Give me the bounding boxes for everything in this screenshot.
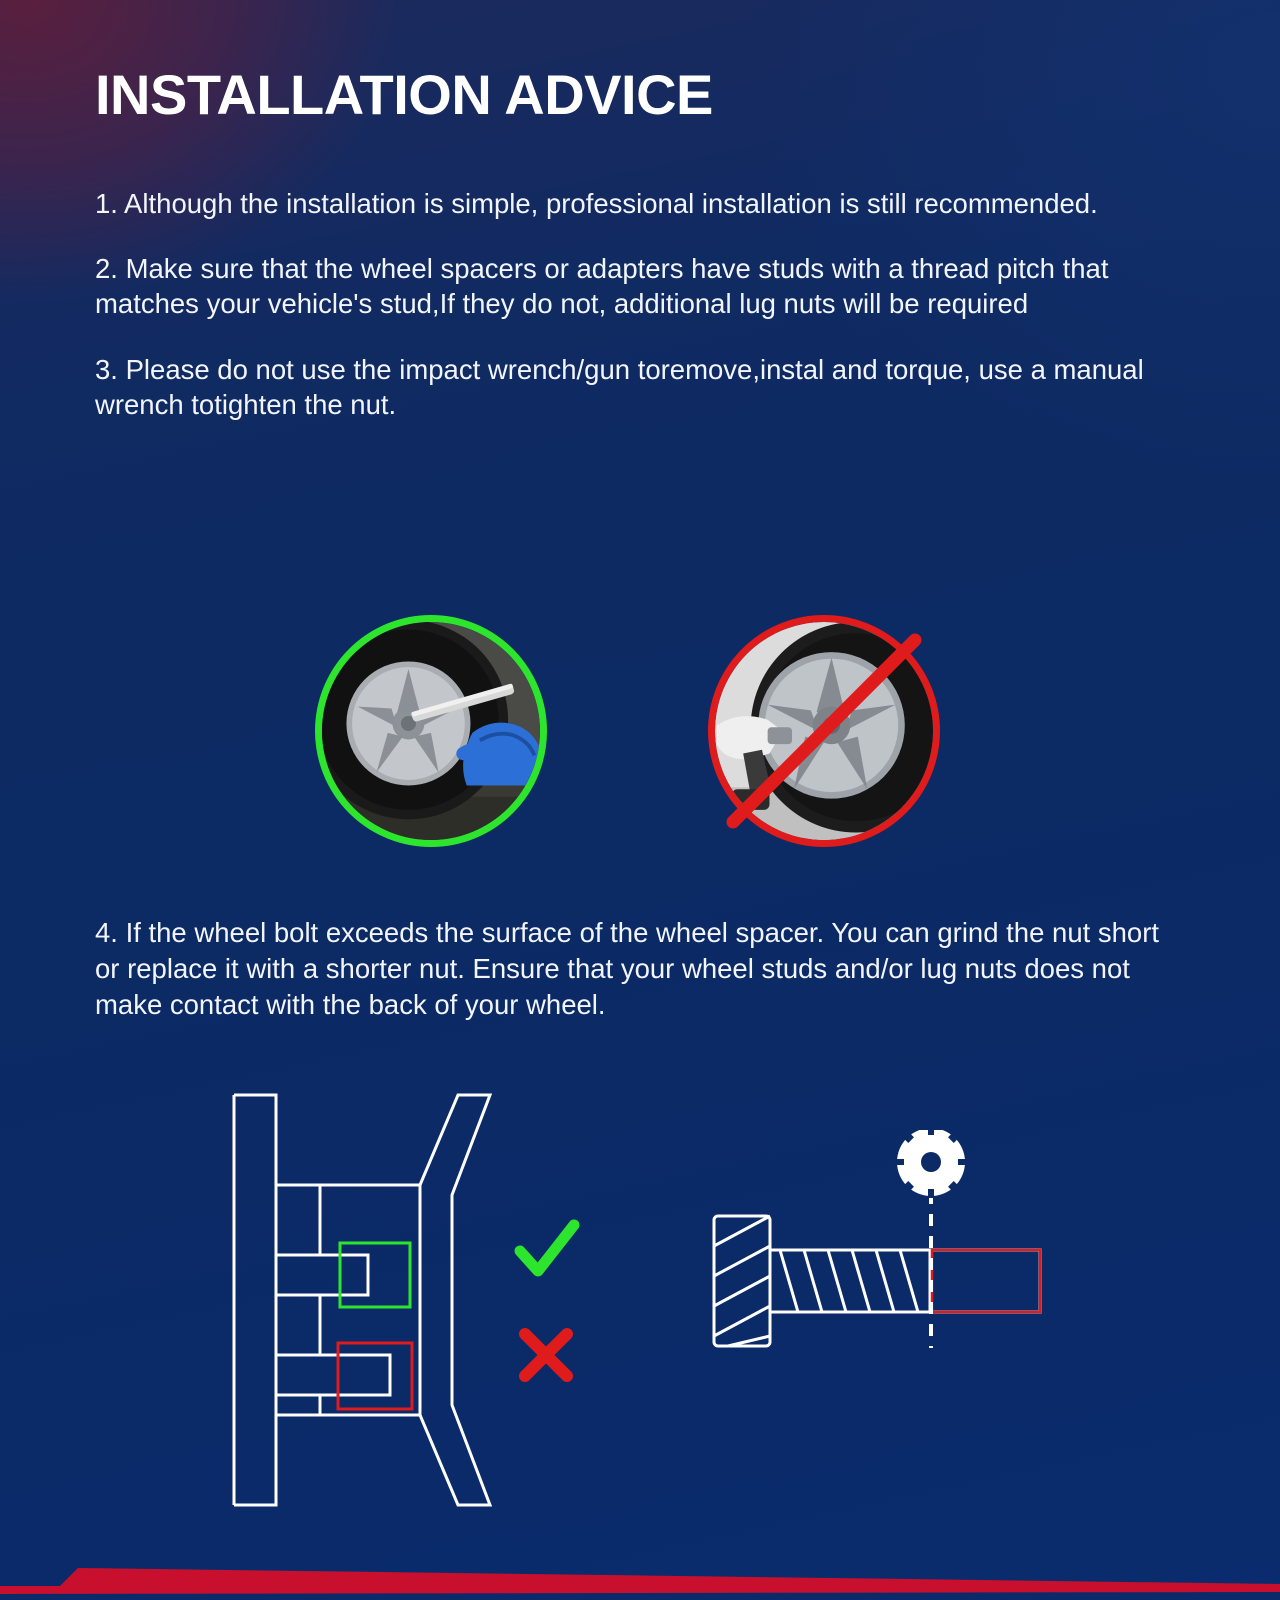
advice-item-1: 1. Although the installation is simple, professional installation is still recommended. xyxy=(95,188,1098,219)
bolt-grinding-diagram xyxy=(680,1130,1110,1430)
photo-comparison xyxy=(300,615,980,865)
advice-list xyxy=(95,186,1170,422)
stud-ok-highlight xyxy=(340,1243,410,1307)
photo-impact-gun-bad xyxy=(708,615,940,847)
check-icon xyxy=(512,1215,582,1285)
manual-wrench-on-wheel-photo xyxy=(322,622,540,840)
cross-icon xyxy=(516,1325,576,1385)
trim-region xyxy=(932,1250,1040,1312)
stud-bad-highlight xyxy=(338,1343,412,1409)
grinding-disc-icon xyxy=(895,1130,967,1198)
advice-item-4: 4. If the wheel bolt exceeds the surface of the wheel spacer. You can grind the nut short or replace it with a shorter nut. Ensure that your wheel studs and/or lug nuts does not make contact with the back of your wheel. xyxy=(95,917,1160,1020)
page-title: INSTALLATION ADVICE xyxy=(95,63,713,126)
impact-gun-on-wheel-photo xyxy=(715,622,933,840)
advice-item-2: 2. Make sure that the wheel spacers or adapters have studs with a thread pitch that matches your vehicle's stud,If they do not, additional lug nuts will be required xyxy=(95,253,1109,320)
photo-manual-wrench-ok xyxy=(315,615,547,847)
bottom-accent-bar xyxy=(0,1560,1280,1600)
wheel-hub-stud-length-cross-section xyxy=(190,1085,610,1515)
advice-item-3: 3. Please do not use the impact wrench/gun toremove,instal and torque, use a manual wrench totighten the nut. xyxy=(95,353,1144,420)
